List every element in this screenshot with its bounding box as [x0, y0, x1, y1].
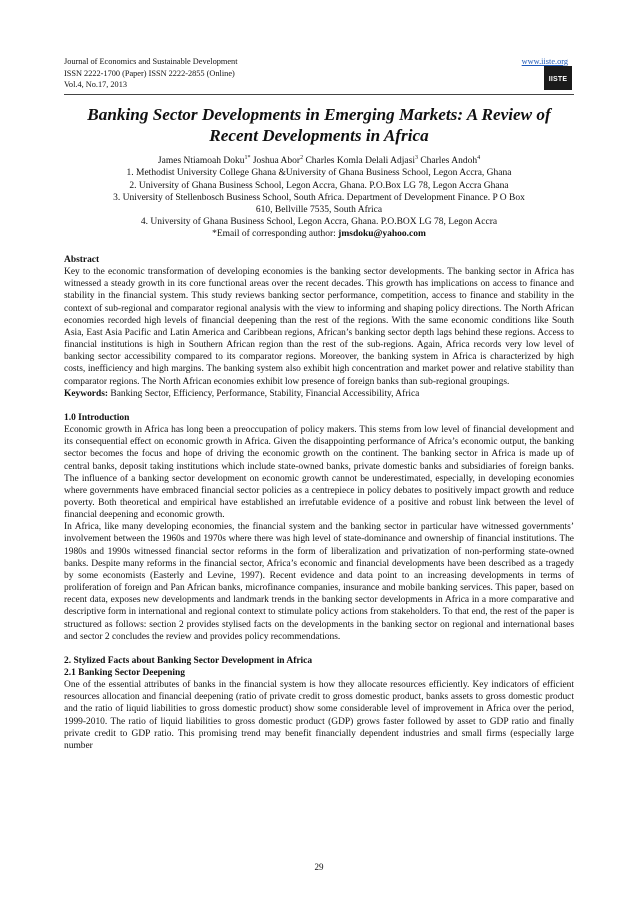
abstract-heading: Abstract: [64, 255, 100, 265]
journal-url-link[interactable]: www.iiste.org: [521, 57, 568, 66]
affiliation-2: 2. University of Ghana Business School, Legon Accra, Ghana. P.O.Box LG 78, Legon Accra Ghana: [129, 180, 509, 191]
iiste-logo: IISTE: [544, 66, 572, 90]
header-rule: [64, 94, 574, 95]
corresponding-email: *Email of corresponding author: jmsdoku@yahoo.com: [212, 229, 426, 240]
journal-issn: ISSN 2222-1700 (Paper) ISSN 2222-2855 (Online): [64, 68, 235, 78]
journal-header: [64, 56, 574, 91]
journal-name: Journal of Economics and Sustainable Development: [64, 57, 238, 66]
section-2-heading: 2. Stylized Facts about Banking Sector Development in Africa: [64, 655, 313, 666]
email-address: jmsdoku@yahoo.com: [338, 229, 426, 240]
author-block: [64, 152, 574, 241]
page-number: 29: [314, 862, 324, 872]
author-list: James Ntiamoah Doku$^{1*}$ Joshua Abor$^2$ Charles Komla Delali Adjasi$^3$ Charles Andoh$^4$: [157, 155, 481, 167]
section-2-1-heading: 2.1 Banking Sector Deepening: [64, 668, 185, 678]
affiliation-3: 3. University of Stellenbosch Business School, South Africa. Department of Development Finance. P O Box: [113, 192, 525, 203]
intro-paragraph-1: Economic growth in Africa has long been a preoccupation of policy makers. This stems from low level of financial development and its consequential effect on economic growth in Africa. Given the disappointing performance of Africa’s economic output, the banking sector becomes the focus and hope of driving the economic growth on the continent. The banking sector in Africa is made up of central banks, deposit taking institutions which include state-owned banks, private domestic banks and subsidiaries of foreign banks. The influence of a banking sector development on economic growth cannot be underestimated, especially, in developing economies where governments have embraced financial sector policies as a centrepiece in policy debates to positively impact growth and reduce poverty. Both theoretical and empirical have established an irrefutable evidence of a positive and robust link between the level of financial deepening and economic growth.: [64, 425, 574, 521]
affiliation-3-cont: 610, Bellville 7535, South Africa: [255, 204, 383, 215]
affiliation-4: 4. University of Ghana Business School, Legon Accra, Ghana. P.O.BOX LG 78, Legon Accra: [140, 217, 498, 228]
intro-heading: 1.0 Introduction: [64, 412, 130, 423]
abstract-text: Key to the economic transformation of developing economies is the banking sector developments. The banking sector in Africa has witnessed a steady growth in its core functional areas over the recent decades. This growth has implications on access to finance and stability in the financial system. This study reviews banking sector performance, competition, access to finance and stability in the context of sub-regional and comparator regional analysis with the view to informing and shaping policy directions. The North African economies recorded high levels of financial deepening than the rest of the regions. With the same economic conditions like South Asia, East Asia Pacific and Latin America and Caribbean regions, African’s banking sector depth lags behind these regions. Access to financial institutions is high in Southern African region than the rest of the sub-regions. Again, Africa records very low level of banking sector accessibility compared to its comparator regions. Moreover, the banking system in Africa is characterized by high costs, inefficiency and high margins. The banking system also exhibit high concentration and market power and relative stability than comparator regions. The North African economies exhibit low presence of foreign banks than sub-regional groupings.: [64, 267, 574, 387]
intro-paragraph-2: In Africa, like many developing economies, the financial system and the banking sector in particular have witnessed governments’ involvement between the 1960s and 1970s where there was high level of state-dominance and ownership of financial institutions. The 1980s and 1990s witnessed financial sector reforms in the form of liberalization and privatization of non-performing state-owned banks. Despite many reforms in the financial sector, Africa’s economic and financial developments have been described as a tragedy by some economists (Easterly and Levine, 1997). Recent evidence and data point to an increasing developments in terms of proliferation of foreign and Pan African banks, microfinance companies, insurance and mobile banking services. This paper, based on recent data, exposes new developments and landmark trends in the banking sector developments in Africa in a more comparative and descriptive form in international and regional context to stimulate policy actions from stakeholders. To that end, the rest of the paper is structured as follows: section 2 provides stylised facts on the developments in the banking sector on regional and international bases and sector 2 concludes the review and provides policy recommendations.: [64, 522, 574, 642]
affiliation-1: 1. Methodist University College Ghana &University of Ghana Business School, Legon Accra, Ghana: [126, 168, 512, 179]
paper-title: Banking Sector Developments in Emerging Markets: A Review of Recent Developments in Africa: [87, 105, 551, 145]
keywords: Keywords: Banking Sector, Efficiency, Performance, Stability, Financial Accessibility, Africa: [64, 388, 420, 399]
paper-body: [64, 254, 574, 752]
journal-volume: Vol.4, No.17, 2013: [64, 80, 127, 89]
section-2-paragraph-1: One of the essential attributes of banks in the financial system is how they allocate resources efficiently. Key indicators of efficient resources allocation and financial deepening (ratio of private credit to gross domestic product, banks assets to gross domestic product and the ratio of liquid liabilities to gross domestic product) show some considerable level of improvement in Africa over the period, 1999-2010. The ratio of liquid liabilities to gross domestic product (GDP) grows faster followed by asset to GDP ratio and finally private credit to GDP ratio. This promising trend may benefit financially dependent industries and small firms (especially large number: [64, 680, 574, 751]
